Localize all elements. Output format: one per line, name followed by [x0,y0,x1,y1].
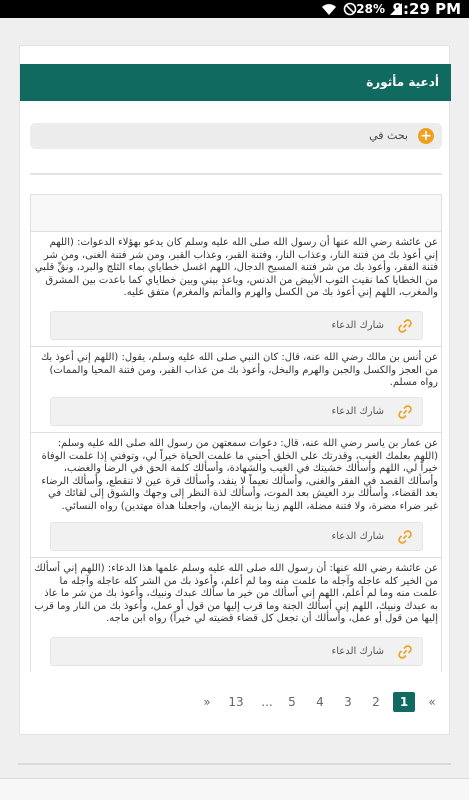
pagination-first[interactable]: « [428,695,436,709]
pagination-page-4[interactable]: 4 [316,695,324,709]
link-icon [398,530,412,544]
dua-text: عن عمار بن ياسر رضي الله عنه، قال: دعوات سمعتهن من رسول الله صلى الله عليه وسلم: (اللهم بعلمك الغيب، وقدرتك على الخلق أحيني ما علمت الحياة خيراً لي، وتوفني إذا علمت الوفاة خيراً لي، اللهم وأسألك خشيتك في الغيب والشهادة، وأسألك كلمة الحق في الرضا والغضب، وأسألك القصد في الفقر والغنى، وأسألك نعيماً لا ينفد، وأسألك قرة عين لا تنقطع، وأسألك الرضاء بعد القضاء، وأسألك برد العيش بعد الموت، وأسألك لذة النظر إلى وجهك والشوق إلى لقائك في غير ضراء مضرة، ولا فتنة مضلة، اللهم زينا بزينة الإيمان، واجعلنا هداة مهتدين) رواه النسائي. [41,438,438,512]
share-dua-button[interactable] [50,522,423,551]
pagination-page-1[interactable]: 1 [393,692,415,712]
dua-item [31,433,441,558]
dua-text: عن عائشة رضي الله عنها أن رسول الله صلى الله عليه وسلم كان يدعو بهؤلاء الدعوات: (اللهم إني أعوذ بك من فتنة النار، وعذاب النار، وفتنة القبر، وعذاب القبر، ومن شر فتنة الغنى، ومن شر فتنة الفقر، وأعوذ بك من شر فتنة المسيح الدجال، اللهم اغسل خطاياي بماء الثلج والبرد، ونقِّ قلبي من الخطايا كما نقيت الثوب الأبيض من الدنس، وباعد بيني وبين خطاياي كما باعدت بين المشرق والمغرب، اللهم إني أعوذ بك من الكسل والهرم والمأثم والمغرم) متفق عليه. [34,237,438,298]
dua-text: عن عائشة رضي الله عنها: أن رسول الله صلى الله عليه وسلم علمها هذا الدعاء: (اللهم إني أسألك من الخير كله عاجله وآجله ما علمت منه وما لم أعلم، وأعوذ بك من الشر كله عاجله وآجله ما علمت منه وما لم أعلم، اللهم إني أسألك من خير ما سألك عبدك ونبيك، وأعوذ بك من شر ما عاذ به عبدك ونبيك، اللهم إني أسألك الجنة وما قرب إليها من قول أو عمل، وأعوذ بك من النار وما قرب إليها من قول أو عمل، وأسألك أن تجعل كل قضاء قضيته لي خيراً) رواه ابن ماجه. [34,563,438,624]
dua-item [31,558,441,672]
bottom-divider [18,763,451,765]
search-label: بحث في [369,129,408,142]
link-icon [398,645,412,659]
page-title: أدعية مأثورة [366,75,439,89]
share-dua-button[interactable] [50,311,423,340]
bottom-bar [0,778,469,800]
pagination-next[interactable]: » [203,695,211,709]
battery-percent: 28% [356,2,385,16]
link-icon [398,405,412,419]
wifi-icon [321,2,337,16]
pagination-page-last[interactable]: 13 [228,695,244,709]
list-header-row [31,195,441,232]
page-background [0,18,469,800]
dua-text: عن أنس بن مالك رضي الله عنه، قال: كان النبي صلى الله عليه وسلم، يقول: (اللهم إني أعوذ بك من العجز والكسل والجبن والهرم والبخل، وأعوذ بك من عذاب القبر، ومن فتنة المحيا والممات) رواه مسلم. [40,352,438,388]
dua-item [31,347,441,433]
share-label: شارك الدعاء [331,320,384,331]
clock: 9:29 PM [392,0,461,18]
search-expander[interactable] [30,123,442,149]
pagination-page-2[interactable]: 2 [372,695,380,709]
dua-list [30,194,442,672]
title-bar [20,64,451,101]
share-dua-button[interactable] [50,397,423,426]
pagination-page-5[interactable]: 5 [288,695,296,709]
pagination-ellipsis: ... [261,695,273,709]
pagination [20,692,451,712]
content-card [19,45,450,735]
plus-icon: + [418,128,434,144]
share-label: شارك الدعاء [331,406,384,417]
divider [30,173,442,175]
dua-item [31,232,441,347]
do-not-disturb-icon [343,2,357,16]
share-dua-button[interactable] [50,637,423,666]
pagination-page-3[interactable]: 3 [344,695,352,709]
share-label: شارك الدعاء [331,646,384,657]
share-label: شارك الدعاء [331,531,384,542]
link-icon [398,319,412,333]
status-bar [0,0,469,18]
